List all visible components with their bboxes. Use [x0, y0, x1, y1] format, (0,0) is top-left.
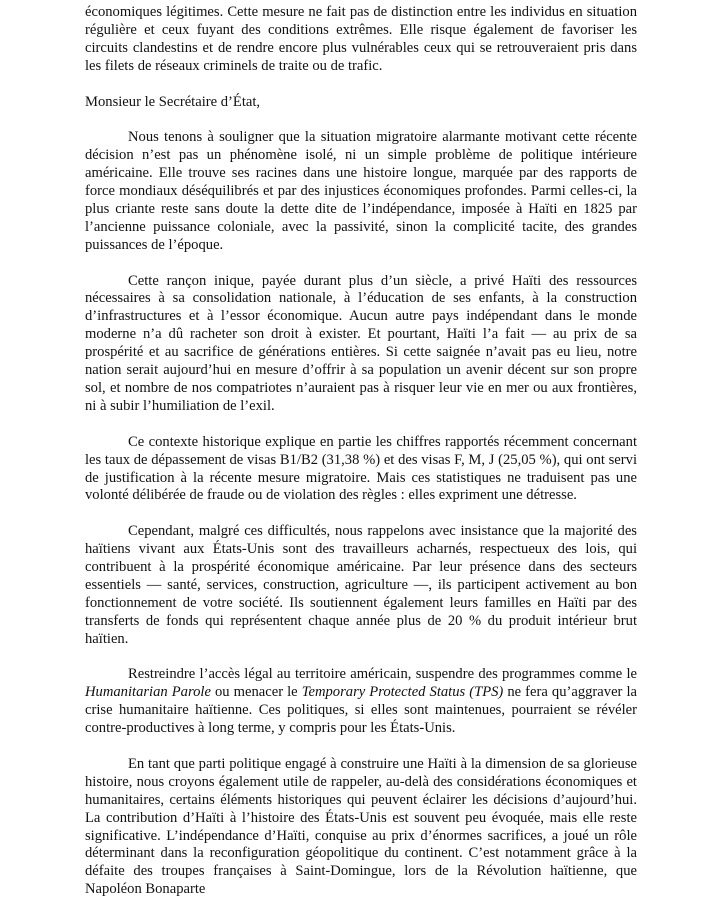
- paragraph-independence-debt: Cette rançon inique, payée durant plus d’un siècle, a privé Haïti des ressources nécessaires à sa consolidation nationale, à l’éducation de ses enfants, à la construction d’infrastructures et à l’essor économique. Aucun autre pays indépendant dans le monde moderne n’a dû racheter son droit à exister. Et pourtant, Haïti l’a fait — au prix de sa prospérité et au sacrifice de générations entières. Si cette saignée n’avait pas eu lieu, notre nation serait aujourd’hui en mesure d’offrir à sa population un avenir décent sur son propre sol, et nombre de nos compatriotes n’auraient pas à risquer leur vie en mer ou aux frontières, ni à subir l’humiliation de l’exil.: [85, 272, 637, 414]
- salutation: Monsieur le Secrétaire d’État,: [85, 93, 261, 110]
- letter-body: [85, 4, 637, 917]
- text-segment: ou menacer le: [210, 684, 302, 701]
- italic-term-tps: Temporary Protected Status (TPS): [301, 684, 504, 701]
- paragraph-visa-statistics: Ce contexte historique explique en partie les chiffres rapportés récemment concernant les taux de dépassement de visas B1/B2 (31,38 %) et des visas F, M, J (25,05 %), qui ont servi de justification à la récente mesure migratoire. Mais ces statistiques ne traduisent pas une volonté délibérée de fraude ou de violation des règles : elles expriment une détresse.: [85, 433, 637, 504]
- text-segment: Restreindre l’accès légal au territoire américain, suspendre des programmes comme le: [128, 666, 637, 683]
- paragraph-continuation: économiques légitimes. Cette mesure ne fait pas de distinction entre les individus en situation régulière et ceux fuyant des conditions extrêmes. Elle risque également de favoriser les circuits clandestins et de rendre encore plus vulnérables ceux qui se retrouveraient pris dans les filets de réseaux criminels de traite ou de trafic.: [85, 4, 637, 74]
- paragraph-migration-context: Nous tenons à souligner que la situation migratoire alarmante motivant cette récente décision n’est pas un phénomène isolé, ni un simple problème de politique intérieure américaine. Elle trouve ses racines dans une histoire longue, marquée par des rapports de force mondiaux déséquilibrés et par des injustices économiques profondes. Parmi celles-ci, la plus criante reste sans doute la dette dite de l’indépendance, imposée à Haïti en 1825 par l’ancienne puissance coloniale, avec la passivité, sinon la complicité tacite, des grandes puissances de l’époque.: [85, 129, 637, 253]
- paragraph-historical-contribution: En tant que parti politique engagé à construire une Haïti à la dimension de sa glorieuse histoire, nous croyons également utile de rappeler, au-delà des considérations économiques et humanitaires, certains éléments historiques qui peuvent éclairer les décisions d’aujourd’hui. La contribution d’Haïti à l’histoire des États-Unis est souvent peu évoquée, mais elle reste significative. L’indépendance d’Haïti, conquise au prix d’énormes sacrifices, a joué un rôle déterminant dans la reconfiguration géopolitique du continent. C’est notamment grâce à la défaite des troupes françaises à Saint-Domingue, lors de la Révolution haïtienne, que Napoléon Bonaparte: [85, 755, 637, 898]
- paragraph-humanitarian-programs: [85, 666, 637, 738]
- text-segment: ne fera qu’aggraver la crise humanitaire haïtienne. Ces politiques, si elles sont maintenues, pourraient se révéler contre-productives à long terme, y compris pour les États-Unis.: [85, 684, 637, 737]
- italic-term-humanitarian-parole: Humanitarian Parole: [85, 684, 211, 701]
- paragraph-haitian-workers: Cependant, malgré ces difficultés, nous rappelons avec insistance que la majorité des haïtiens vivant aux États-Unis sont des travailleurs acharnés, respectueux des lois, qui contribuent à la prospérité économique américaine. Par leur présence dans des secteurs essentiels — santé, services, construction, agriculture —, ils participent activement au bon fonctionnement de votre société. Ils soutiennent également leurs familles en Haïti par des transferts de fonds qui représentent chaque année plus de 20 % du produit intérieur brut haïtien.: [85, 523, 637, 647]
